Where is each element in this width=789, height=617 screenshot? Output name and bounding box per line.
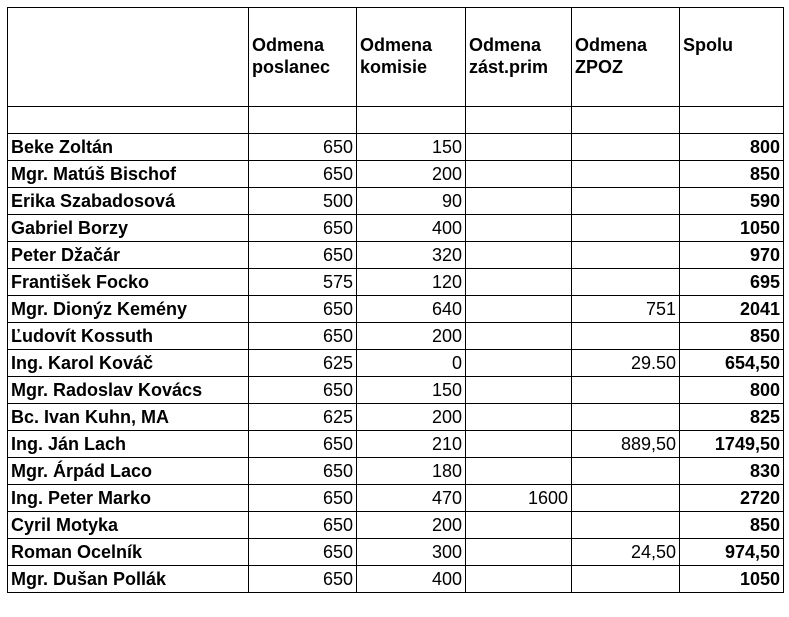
zpoz-cell: 751 [572,296,680,323]
zast-prim-cell [466,431,572,458]
table-row [8,566,784,593]
name-cell: Ing. Ján Lach [8,431,249,458]
zast-prim-cell [466,161,572,188]
name-cell: Cyril Motyka [8,512,249,539]
compensation-table [7,7,784,593]
zpoz-cell [572,269,680,296]
name-cell: Mgr. Radoslav Kovács [8,377,249,404]
spolu-cell: 830 [680,458,784,485]
name-cell: Mgr. Árpád Laco [8,458,249,485]
komisie-cell: 120 [357,269,466,296]
poslanec-cell: 650 [249,134,357,161]
header-cell-komisie [357,8,466,107]
name-cell: Mgr. Matúš Bischof [8,161,249,188]
header-label: Odmena [360,35,433,55]
table-row [8,431,784,458]
komisie-cell: 210 [357,431,466,458]
header-label: poslanec [252,57,331,77]
header-cell-zast-prim [466,8,572,107]
zpoz-cell [572,512,680,539]
komisie-cell: 200 [357,512,466,539]
empty-row [8,107,784,134]
zpoz-cell [572,404,680,431]
header-cell-zpoz [572,8,680,107]
zast-prim-cell [466,242,572,269]
header-cell-poslanec [249,8,357,107]
table-row [8,215,784,242]
zpoz-cell [572,485,680,512]
poslanec-cell: 650 [249,161,357,188]
zpoz-cell [572,566,680,593]
komisie-cell: 470 [357,485,466,512]
poslanec-cell: 650 [249,431,357,458]
empty-cell [8,107,249,134]
zast-prim-cell [466,269,572,296]
zast-prim-cell [466,134,572,161]
zast-prim-cell: 1600 [466,485,572,512]
zpoz-cell [572,161,680,188]
empty-cell [249,107,357,134]
spolu-cell: 2041 [680,296,784,323]
table-row [8,161,784,188]
zpoz-cell [572,377,680,404]
table-row [8,377,784,404]
poslanec-cell: 575 [249,269,357,296]
spolu-cell: 850 [680,323,784,350]
poslanec-cell: 625 [249,404,357,431]
spolu-cell: 974,50 [680,539,784,566]
poslanec-cell: 650 [249,512,357,539]
komisie-cell: 400 [357,566,466,593]
spolu-cell: 800 [680,377,784,404]
zast-prim-cell [466,404,572,431]
poslanec-cell: 650 [249,458,357,485]
zast-prim-cell [466,377,572,404]
komisie-cell: 400 [357,215,466,242]
header-label: Spolu [683,35,733,55]
spolu-cell: 1749,50 [680,431,784,458]
komisie-cell: 200 [357,323,466,350]
empty-cell [680,107,784,134]
zpoz-cell: 24,50 [572,539,680,566]
header-cell-name [8,8,249,107]
komisie-cell: 320 [357,242,466,269]
table-row [8,134,784,161]
table-row [8,539,784,566]
zast-prim-cell [466,512,572,539]
table-row [8,242,784,269]
empty-cell [466,107,572,134]
poslanec-cell: 650 [249,539,357,566]
empty-cell [572,107,680,134]
zpoz-cell: 889,50 [572,431,680,458]
komisie-cell: 150 [357,134,466,161]
table-row [8,512,784,539]
komisie-cell: 640 [357,296,466,323]
empty-cell [357,107,466,134]
poslanec-cell: 500 [249,188,357,215]
poslanec-cell: 650 [249,377,357,404]
header-label: Odmena [469,35,542,55]
spolu-cell: 654,50 [680,350,784,377]
komisie-cell: 90 [357,188,466,215]
spolu-cell: 800 [680,134,784,161]
name-cell: Ing. Peter Marko [8,485,249,512]
poslanec-cell: 650 [249,566,357,593]
table-row [8,323,784,350]
name-cell: Ing. Karol Kováč [8,350,249,377]
table-row [8,269,784,296]
zpoz-cell [572,323,680,350]
poslanec-cell: 650 [249,296,357,323]
zast-prim-cell [466,296,572,323]
table-row [8,404,784,431]
zpoz-cell [572,458,680,485]
name-cell: Peter Džačár [8,242,249,269]
poslanec-cell: 650 [249,485,357,512]
spolu-cell: 590 [680,188,784,215]
name-cell: Roman Ocelník [8,539,249,566]
table-row [8,485,784,512]
spolu-cell: 970 [680,242,784,269]
spolu-cell: 1050 [680,215,784,242]
name-cell: Gabriel Borzy [8,215,249,242]
zpoz-cell [572,134,680,161]
header-row [8,8,784,107]
spolu-cell: 695 [680,269,784,296]
zast-prim-cell [466,188,572,215]
table-row [8,296,784,323]
name-cell: Beke Zoltán [8,134,249,161]
spolu-cell: 1050 [680,566,784,593]
header-label: Odmena [252,35,325,55]
komisie-cell: 0 [357,350,466,377]
table-row [8,188,784,215]
zast-prim-cell [466,458,572,485]
spolu-cell: 850 [680,161,784,188]
komisie-cell: 300 [357,539,466,566]
spolu-cell: 825 [680,404,784,431]
header-label: ZPOZ [575,57,623,77]
name-cell: Mgr. Dionýz Kemény [8,296,249,323]
name-cell: Ľudovít Kossuth [8,323,249,350]
header-label: komisie [360,57,428,77]
poslanec-cell: 650 [249,215,357,242]
zast-prim-cell [466,350,572,377]
poslanec-cell: 650 [249,323,357,350]
name-cell: Erika Szabadosová [8,188,249,215]
komisie-cell: 180 [357,458,466,485]
zast-prim-cell [466,539,572,566]
zpoz-cell [572,188,680,215]
zpoz-cell: 29.50 [572,350,680,377]
komisie-cell: 200 [357,404,466,431]
name-cell: Mgr. Dušan Pollák [8,566,249,593]
header-label: Odmena [575,35,648,55]
table-body [8,8,784,593]
header-cell-spolu [680,8,784,107]
poslanec-cell: 625 [249,350,357,377]
zast-prim-cell [466,323,572,350]
header-label: zást.prim [469,57,549,77]
komisie-cell: 200 [357,161,466,188]
poslanec-cell: 650 [249,242,357,269]
name-cell: František Focko [8,269,249,296]
zpoz-cell [572,215,680,242]
spolu-cell: 850 [680,512,784,539]
zast-prim-cell [466,215,572,242]
zpoz-cell [572,242,680,269]
spolu-cell: 2720 [680,485,784,512]
name-cell: Bc. Ivan Kuhn, MA [8,404,249,431]
komisie-cell: 150 [357,377,466,404]
table-row [8,458,784,485]
table-row [8,350,784,377]
zast-prim-cell [466,566,572,593]
